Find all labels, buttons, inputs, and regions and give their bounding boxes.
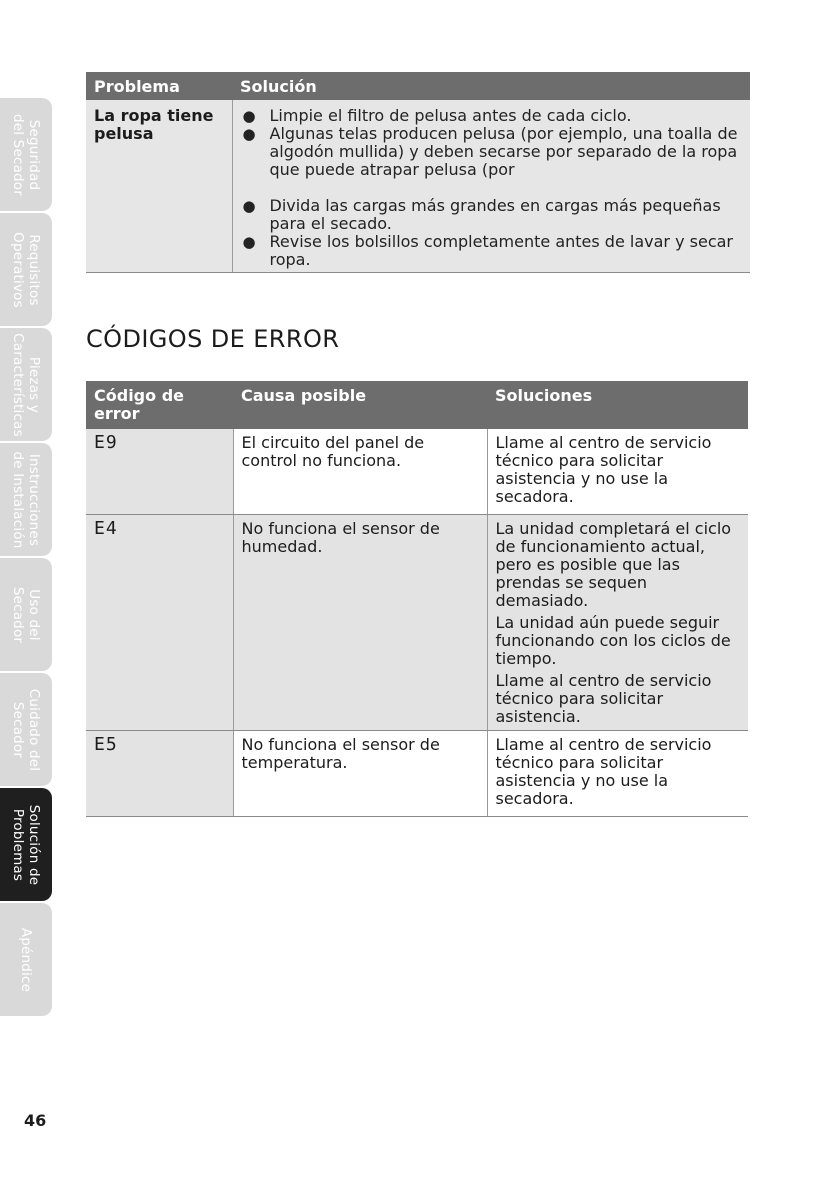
side-tab-label: Instrucciones de Instalación bbox=[10, 450, 42, 549]
solutions-cell bbox=[487, 731, 748, 817]
error-code-cell bbox=[86, 731, 233, 817]
side-tab-requisitos[interactable] bbox=[0, 213, 52, 326]
solution-text: Llame al centro de servicio técnico para solicitar asistencia. bbox=[495, 671, 712, 726]
list-item bbox=[241, 233, 743, 269]
page-number: 46 bbox=[24, 1111, 47, 1130]
solution-cell bbox=[232, 100, 750, 273]
bullet-icon: ● bbox=[242, 107, 256, 125]
header-solution: Solución bbox=[232, 72, 750, 100]
problem-cell: La ropa tiene pelusa bbox=[86, 100, 232, 273]
bullet-icon: ● bbox=[242, 233, 256, 251]
cause-cell: No funciona el sensor de temperatura. bbox=[233, 731, 487, 817]
side-tab-label: Requisitos Operativos bbox=[10, 231, 42, 308]
error-code: E5 bbox=[94, 734, 118, 755]
section-title: CÓDIGOS DE ERROR bbox=[86, 325, 340, 353]
problem-table bbox=[86, 72, 750, 273]
cause-cell: El circuito del panel de control no funciona. bbox=[233, 429, 487, 515]
list-item bbox=[241, 197, 743, 233]
error-code: E9 bbox=[94, 432, 118, 453]
side-tab-label: Seguridad del Secador bbox=[10, 113, 42, 196]
table-row bbox=[86, 429, 748, 515]
table-row bbox=[86, 100, 750, 273]
solutions-cell bbox=[487, 429, 748, 515]
side-tab-seguridad[interactable] bbox=[0, 98, 52, 211]
side-tab-cuidado[interactable] bbox=[0, 673, 52, 786]
error-code-cell bbox=[86, 515, 233, 731]
solution-text: Divida las cargas más grandes en cargas más pequeñas para el secado. bbox=[269, 196, 721, 233]
list-item bbox=[241, 125, 743, 179]
side-tab-piezas[interactable] bbox=[0, 328, 52, 441]
solutions-cell bbox=[487, 515, 748, 731]
solution-text: La unidad aún puede seguir funcionando con los ciclos de tiempo. bbox=[495, 613, 731, 668]
solution-text: Algunas telas producen pelusa (por ejemplo, una toalla de algodón mullida) y deben secarse por separado de la ropa que puede atrapar pelusa (por bbox=[269, 124, 738, 179]
side-tab-instrucciones[interactable] bbox=[0, 443, 52, 556]
header-problem: Problema bbox=[86, 72, 232, 100]
side-tab-label: Solución de Problemas bbox=[10, 804, 42, 885]
table-row bbox=[86, 731, 748, 817]
error-code: E4 bbox=[94, 518, 118, 539]
error-codes-table bbox=[86, 381, 748, 817]
side-tab-label: Cuidado del Secador bbox=[10, 688, 42, 771]
solution-text: Limpie el filtro de pelusa antes de cada ciclo. bbox=[269, 106, 632, 125]
side-tab-solucion[interactable] bbox=[0, 788, 52, 901]
side-tab-label: Piezas y Características bbox=[10, 332, 42, 437]
side-tabs bbox=[0, 98, 52, 1018]
side-tab-label: Uso del Secador bbox=[10, 586, 42, 643]
side-tab-apendice[interactable] bbox=[0, 903, 52, 1016]
solution-text: Llame al centro de servicio técnico para solicitar asistencia y no use la secadora. bbox=[495, 433, 712, 506]
solution-text: Revise los bolsillos completamente antes de lavar y secar ropa. bbox=[269, 232, 733, 269]
header-solutions: Soluciones bbox=[487, 381, 748, 429]
error-code-cell bbox=[86, 429, 233, 515]
solution-list bbox=[241, 107, 743, 269]
side-tab-uso[interactable] bbox=[0, 558, 52, 671]
bullet-icon: ● bbox=[242, 197, 256, 215]
cause-cell: No funciona el sensor de humedad. bbox=[233, 515, 487, 731]
table-header-row bbox=[86, 72, 750, 100]
bullet-icon: ● bbox=[242, 125, 256, 143]
header-code: Código de error bbox=[86, 381, 233, 429]
side-tab-label: Apéndice bbox=[18, 927, 34, 992]
table-header-row bbox=[86, 381, 748, 429]
header-cause: Causa posible bbox=[233, 381, 487, 429]
table-row bbox=[86, 515, 748, 731]
solution-text: Llame al centro de servicio técnico para solicitar asistencia y no use la secadora. bbox=[495, 735, 712, 808]
list-item bbox=[241, 107, 743, 125]
solution-text: La unidad completará el ciclo de funcionamiento actual, pero es posible que las prendas se sequen demasiado. bbox=[495, 519, 732, 610]
